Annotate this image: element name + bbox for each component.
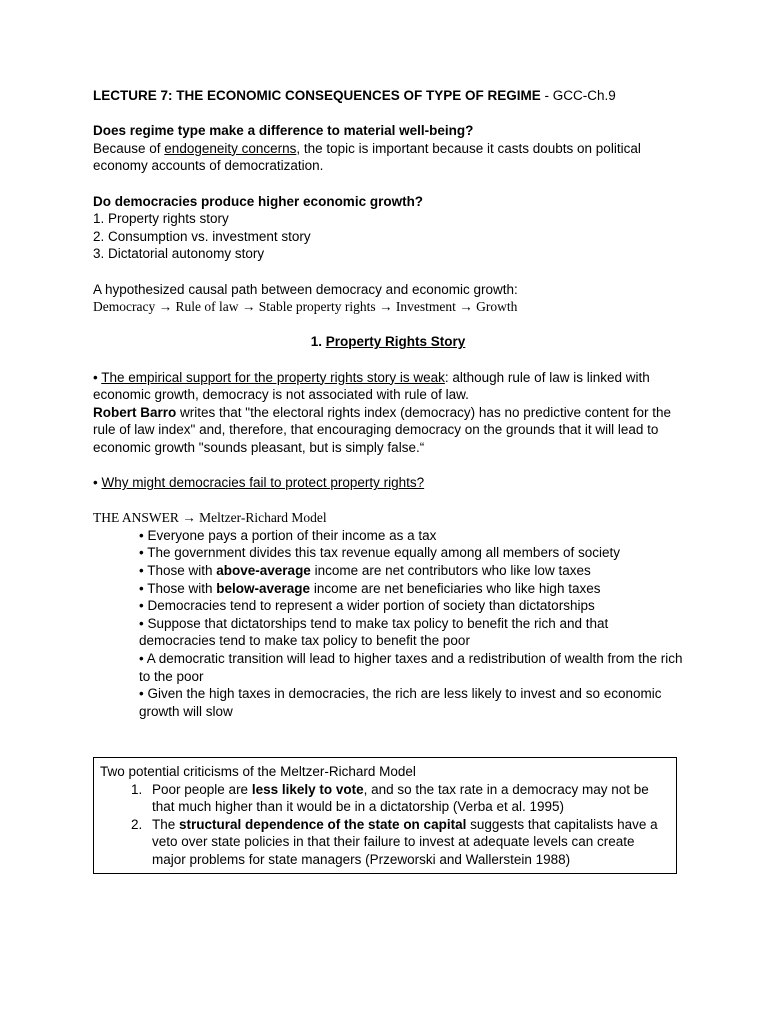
criticisms-box (93, 757, 677, 874)
bullet: • (93, 369, 102, 385)
text-span: : although rule of law is linked with economic growth, democracy is not associated with rule of law. (93, 369, 650, 403)
causal-path-chain: Democracy → Rule of law → Stable property rights → Investment → Growth (93, 299, 518, 315)
list-item: • Given the high taxes in democracies, the rich are less likely to invest and so economic growth will slow (139, 686, 662, 719)
lecture-title: LECTURE 7: THE ECONOMIC CONSEQUENCES OF TYPE OF REGIME (93, 88, 541, 103)
question-growth: Do democracies produce higher economic growth? (93, 193, 424, 209)
text-span: Poor people are (152, 781, 252, 797)
lecture-chapter: - GCC-Ch.9 (540, 88, 616, 103)
property-rights-question-text: Why might democracies fail to protect property rights? (101, 475, 425, 491)
meltzer-richard-bullets (139, 527, 683, 721)
text-span: suggests that capitalists have a veto over state policies in that their failure to invest at adequate levels can create major problems for state managers (Przeworski and Wallerstein 1988) (152, 816, 658, 867)
story-item-2: 2. Consumption vs. investment story (93, 228, 311, 244)
story-item-3: 3. Dictatorial autonomy story (93, 246, 265, 262)
text-span: income are net beneficiaries who like high taxes (310, 580, 601, 596)
answer-label: THE ANSWER → Meltzer-Richard Model (93, 510, 327, 526)
text-span: • Those with (139, 563, 217, 579)
list-item: • The government divides this tax revenue equally among all members of society (139, 545, 620, 561)
endogeneity-paragraph (93, 140, 683, 175)
text-span: • Those with (139, 580, 217, 596)
emphasis: structural dependence of the state on capital (179, 816, 467, 832)
emphasis: above-average (216, 563, 311, 579)
section-title: Property Rights Story (325, 334, 466, 350)
empirical-support-claim: The empirical support for the property rights story is weak (101, 369, 445, 385)
barro-paragraph (93, 404, 683, 457)
list-item: • A democratic transition will lead to higher taxes and a redistribution of wealth from the rich to the poor (139, 651, 683, 684)
lecture-heading (93, 87, 683, 105)
criticism-item (146, 781, 671, 816)
text-span: The (152, 816, 180, 832)
emphasis: less likely to vote (251, 781, 364, 797)
causal-path-intro: A hypothesized causal path between democracy and economic growth: (93, 281, 518, 297)
property-rights-question (93, 474, 683, 492)
list-item: • Everyone pays a portion of their income as a tax (139, 527, 437, 543)
criticism-item (146, 816, 671, 869)
text-span: , and so the tax rate in a democracy may not be that much higher than it would be in a dictatorship (Verba et al. 1995) (152, 781, 649, 815)
list-item: • Suppose that dictatorships tend to make tax policy to benefit the rich and that democracies tend to make tax policy to benefit the poor (139, 615, 609, 649)
document-body (93, 87, 683, 720)
bullet: • (93, 475, 102, 491)
criticisms-title: Two potential criticisms of the Meltzer-Richard Model (100, 764, 416, 779)
criticisms-list (100, 781, 671, 869)
question-regime-type: Does regime type make a difference to material well-being? (93, 123, 474, 139)
barro-quote: writes that "the electoral rights index (democracy) has no predictive content for the rule of law index" and, therefore, that encouraging democracy on the grounds that it will lead to economic growth "sounds pleasant, but is simply false.“ (93, 404, 672, 455)
text-span: , the topic is important because it casts doubts on political economy accounts of democratization. (93, 140, 641, 174)
section-heading (93, 333, 683, 351)
list-item: • Democracies tend to represent a wider portion of society than dictatorships (139, 598, 595, 614)
story-item-1: 1. Property rights story (93, 211, 229, 227)
list-item (139, 580, 683, 598)
barro-name: Robert Barro (93, 404, 177, 420)
emphasis: below-average (216, 580, 311, 596)
section-number: 1. (310, 334, 326, 350)
text-span: Because of (93, 140, 165, 156)
text-span: income are net contributors who like low taxes (310, 563, 591, 579)
endogeneity-term: endogeneity concerns (164, 140, 297, 156)
empirical-support-paragraph (93, 369, 683, 404)
list-item (139, 562, 683, 580)
